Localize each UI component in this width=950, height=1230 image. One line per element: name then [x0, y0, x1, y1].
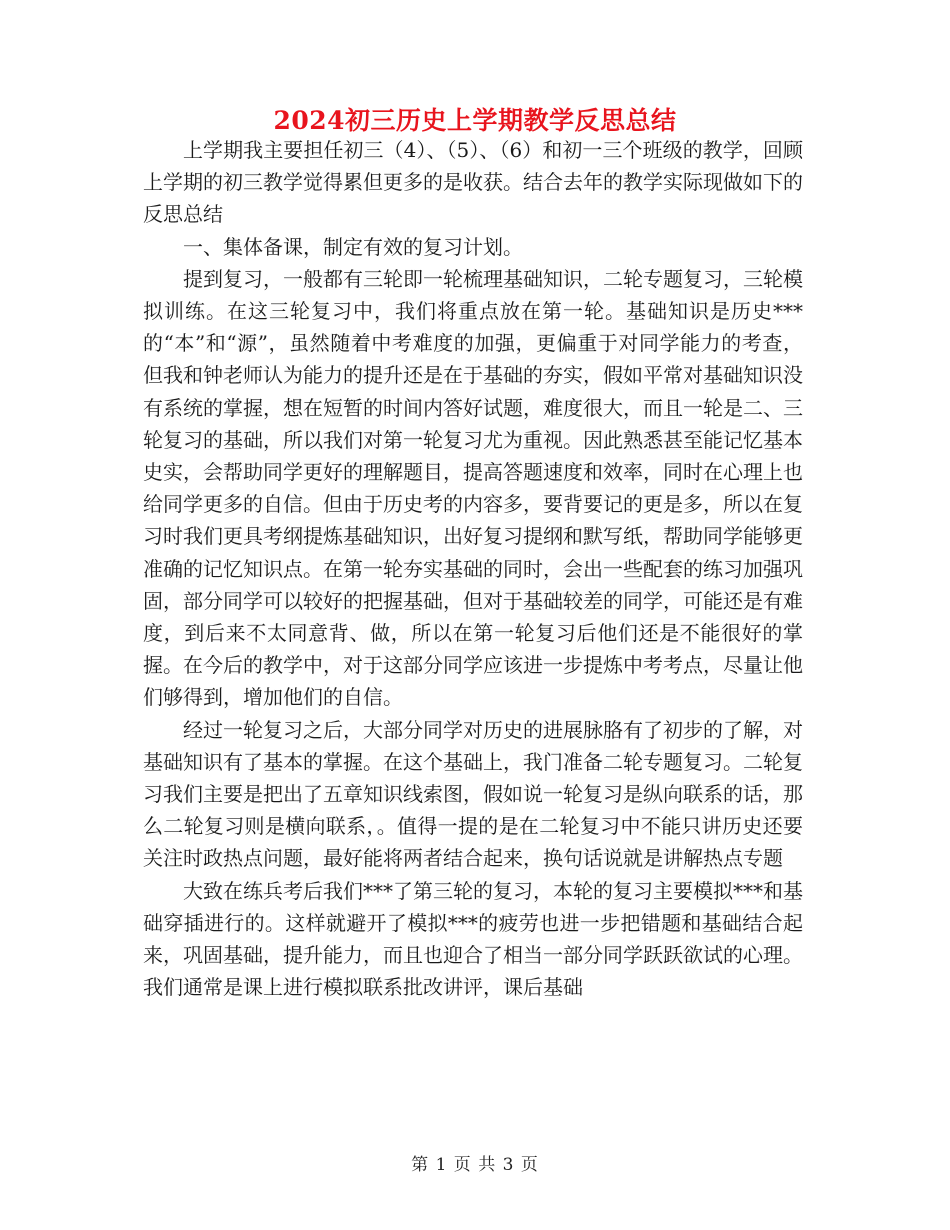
paragraph-second-round: 经过一轮复习之后，大部分同学对历史的进展脉胳有了初步的了解，对基础知识有了基本的掌握。在这个基础上，我门准备二轮专题复习。二轮复习我们主要是把出了五章知识线索图，假如说一轮复习是纵向联系的话，那么二轮复习则是横向联系，。值得一提的是在二轮复习中不能只讲历史还要关注时政热点问题，最好能将两者结合起来，换句话说就是讲解热点专题 [143, 717, 803, 871]
paragraph-first-round: 提到复习，一般都有三轮即一轮梳理基础知识，二轮专题复习，三轮模拟训练。在这三轮复习中，我们将重点放在第一轮。基础知识是历史***的“本”和“源”，虽然随着中考难度的加强，更偏重于对同学能力的考查，但我和钟老师认为能力的提升还是在于基础的夯实，假如平常对基础知识没有系统的掌握，想在短暂的时间内答好试题，难度很大，而且一轮是二、三轮复习的基础，所以我们对第一轮复习尤为重视。因此熟悉甚至能记忆基本史实，会帮助同学更好的理解题目，提高答题速度和效率，同时在心理上也给同学更多的自信。但由于历史考的内容多，要背要记的更是多，所以在复习时我们更具考纲提炼基础知识，出好复习提纲和默写纸，帮助同学能够更准确的记忆知识点。在第一轮夯实基础的同时，会出一些配套的练习加强巩固，部分同学可以较好的把握基础，但对于基础较差的同学，可能还是有难度，到后来不太同意背、做，所以在第一轮复习后他们还是不能很好的掌握。在今后的教学中，对于这部分同学应该进一步提炼中考考点，尽量让他们够得到，增加他们的自信。 [143, 266, 803, 710]
section-heading-1: 一、集体备课，制定有效的复习计划。 [183, 234, 523, 259]
paragraph-intro: 上学期我主要担任初三（4）、（5）、（6）和初一三个班级的教学，回顾上学期的初三教学觉得累但更多的是收获。结合去年的教学实际现做如下的反思总结 [143, 138, 803, 227]
page-footer: 第 1 页 共 3 页 [411, 1155, 539, 1175]
document-title: 2024初三历史上学期教学反思总结 [273, 106, 677, 135]
paragraph-third-round: 大致在练兵考后我们***了第三轮的复习，本轮的复习主要模拟***和基础穿插进行的。这样就避开了模拟***的疲劳也进一步把错题和基础结合起来，巩固基础，提升能力，而且也迎合了相当一部分同学跃跃欲试的心理。我们通常是课上进行模拟联系批改讲评，课后基础 [143, 878, 803, 1000]
document-body [143, 134, 803, 1003]
